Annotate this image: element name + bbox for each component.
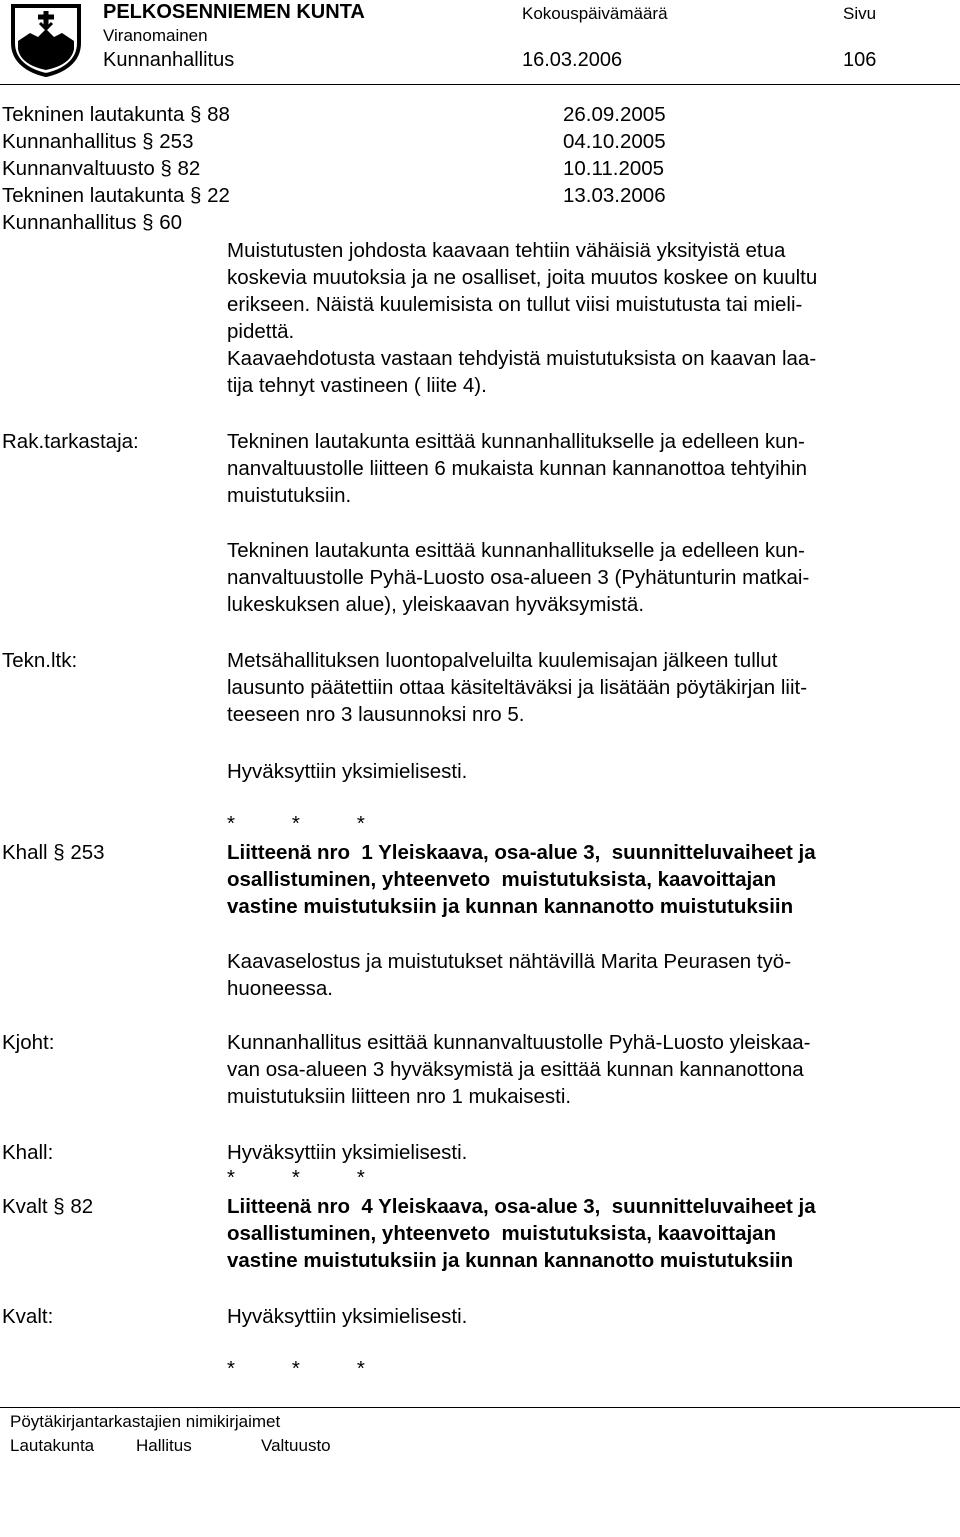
history-name-4: Kunnanhallitus § 60 bbox=[2, 211, 183, 234]
khall-decision: Hyväksyttiin yksimielisesti. bbox=[227, 1141, 468, 1164]
rak-line: nanvaltuustolle Pyhä-Luosto osa-alueen 3 (Pyhätunturin matkai- bbox=[227, 566, 810, 589]
history-date-3: 13.03.2006 bbox=[563, 184, 666, 207]
tekn-line: Metsähallituksen luontopalveluilta kuulemisajan jälkeen tullut bbox=[227, 649, 778, 672]
separator: * * * bbox=[227, 1166, 365, 1189]
intro-line: Kaavaehdotusta vastaan tehdyistä muistutuksista on kaavan laa- bbox=[227, 347, 817, 370]
rak-label: Rak.tarkastaja: bbox=[2, 430, 139, 453]
kvalt-decision: Hyväksyttiin yksimielisesti. bbox=[227, 1305, 468, 1328]
history-date-0: 26.09.2005 bbox=[563, 103, 666, 126]
kvalt82-heading-line: vastine muistutuksiin ja kunnan kannanotto muistutuksiin bbox=[227, 1249, 794, 1272]
kvalt82-heading bbox=[227, 1193, 927, 1274]
intro-paragraph bbox=[227, 237, 927, 399]
separator: * * * bbox=[227, 812, 365, 835]
tekn-line: teeseen nro 3 lausunnoksi nro 5. bbox=[227, 703, 525, 726]
history-name-3: Tekninen lautakunta § 22 bbox=[2, 184, 230, 207]
history-name-1: Kunnanhallitus § 253 bbox=[2, 130, 194, 153]
kjoht-label: Kjoht: bbox=[2, 1031, 55, 1054]
meeting-date: 16.03.2006 bbox=[522, 49, 623, 71]
kvalt82-heading-line: Liitteenä nro 4 Yleiskaava, osa-alue 3, suunnitteluvaiheet ja bbox=[227, 1195, 816, 1218]
khall253-note bbox=[227, 948, 927, 1002]
khall253-heading bbox=[227, 839, 927, 920]
rak-line: Tekninen lautakunta esittää kunnanhallitukselle ja edelleen kun- bbox=[227, 430, 805, 453]
footer-col-lautakunta: Lautakunta bbox=[10, 1436, 95, 1455]
khall253-note-line: Kaavaselostus ja muistutukset nähtävillä Marita Peurasen työ- bbox=[227, 950, 792, 973]
kjoht-line: muistutuksiin liitteen nro 1 mukaisesti. bbox=[227, 1085, 572, 1108]
footer-rule bbox=[0, 1407, 960, 1408]
kjoht-line: van osa-alueen 3 hyväksymistä ja esittää kunnan kannanottona bbox=[227, 1058, 804, 1081]
municipality-name: PELKOSENNIEMEN KUNTA bbox=[103, 1, 365, 23]
header-rule bbox=[0, 84, 960, 85]
page-number: 106 bbox=[843, 49, 877, 71]
history-name-0: Tekninen lautakunta § 88 bbox=[2, 103, 230, 126]
khall253-note-line: huoneessa. bbox=[227, 977, 334, 1000]
tekn-decision: Hyväksyttiin yksimielisesti. bbox=[227, 760, 468, 783]
intro-line: pidettä. bbox=[227, 320, 295, 343]
separator: * * * bbox=[227, 1357, 365, 1380]
khall253-label: Khall § 253 bbox=[2, 841, 105, 864]
tekn-line: lausunto päätettiin ottaa käsiteltäväksi ja lisätään pöytäkirjan liit- bbox=[227, 676, 808, 699]
rak-paragraph-2 bbox=[227, 537, 927, 618]
history-name-2: Kunnanvaltuusto § 82 bbox=[2, 157, 201, 180]
footer-title: Pöytäkirjantarkastajien nimikirjaimet bbox=[10, 1412, 281, 1431]
coat-of-arms-icon bbox=[10, 3, 82, 77]
authority-label: Viranomainen bbox=[103, 26, 208, 45]
history-date-2: 10.11.2005 bbox=[563, 157, 665, 180]
rak-line: lukeskuksen alue), yleiskaavan hyväksymistä. bbox=[227, 593, 645, 616]
history-date-1: 04.10.2005 bbox=[563, 130, 666, 153]
kvalt-label: Kvalt: bbox=[2, 1305, 54, 1328]
khall-label: Khall: bbox=[2, 1141, 54, 1164]
rak-line: nanvaltuustolle liitteen 6 mukaista kunnan kannanottoa tehtyihin bbox=[227, 457, 808, 480]
rak-line: Tekninen lautakunta esittää kunnanhallitukselle ja edelleen kun- bbox=[227, 539, 805, 562]
kvalt82-label: Kvalt § 82 bbox=[2, 1195, 94, 1218]
intro-line: tija tehnyt vastineen ( liite 4). bbox=[227, 374, 487, 397]
body-name: Kunnanhallitus bbox=[103, 49, 235, 71]
khall253-heading-line: osallistuminen, yhteenveto muistutuksista, kaavoittajan bbox=[227, 868, 777, 891]
intro-line: erikseen. Näistä kuulemisista on tullut viisi muistutusta tai mieli- bbox=[227, 293, 803, 316]
tekn-label: Tekn.ltk: bbox=[2, 649, 78, 672]
footer-col-valtuusto: Valtuusto bbox=[261, 1436, 331, 1455]
kjoht-paragraph bbox=[227, 1029, 927, 1110]
khall253-heading-line: Liitteenä nro 1 Yleiskaava, osa-alue 3, suunnitteluvaiheet ja bbox=[227, 841, 816, 864]
intro-line: koskevia muutoksia ja ne osalliset, joita muutos koskee on kuultu bbox=[227, 266, 818, 289]
page-label: Sivu bbox=[843, 4, 877, 23]
khall253-heading-line: vastine muistutuksiin ja kunnan kannanotto muistutuksiin bbox=[227, 895, 794, 918]
footer-col-hallitus: Hallitus bbox=[136, 1436, 192, 1455]
rak-line: muistutuksiin. bbox=[227, 484, 352, 507]
kjoht-line: Kunnanhallitus esittää kunnanvaltuustolle Pyhä-Luosto yleiskaa- bbox=[227, 1031, 811, 1054]
tekn-paragraph bbox=[227, 647, 927, 728]
kvalt82-heading-line: osallistuminen, yhteenveto muistutuksista, kaavoittajan bbox=[227, 1222, 777, 1245]
intro-line: Muistutusten johdosta kaavaan tehtiin vähäisiä yksityistä etua bbox=[227, 239, 786, 262]
meeting-date-label: Kokouspäivämäärä bbox=[522, 4, 668, 23]
rak-paragraph-1 bbox=[227, 428, 927, 509]
